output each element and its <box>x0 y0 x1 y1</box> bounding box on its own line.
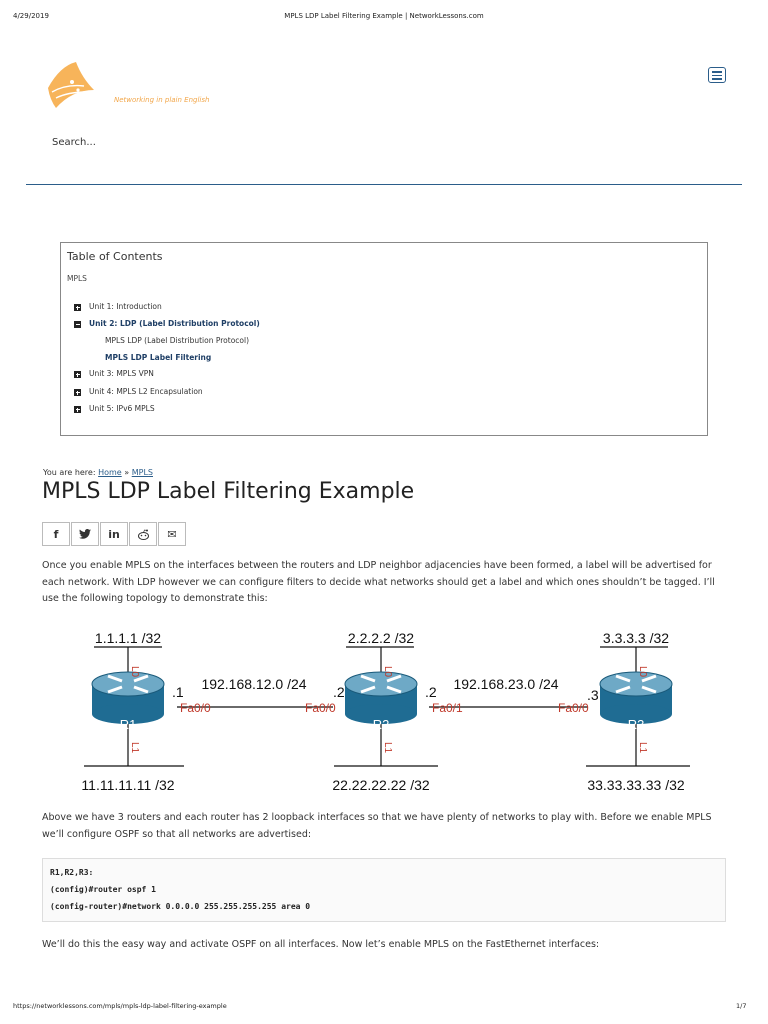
loopback1-address: 33.33.33.33 /32 <box>587 777 685 793</box>
loopback1-address: 11.11.11.11 /32 <box>81 777 175 793</box>
interface-label: L0 <box>382 666 393 678</box>
interface-label: L1 <box>129 742 140 754</box>
loopback0-address: 3.3.3.3 /32 <box>602 630 670 646</box>
code-line: (config-router)#network 0.0.0.0 255.255.255.255 area 0 <box>50 902 311 911</box>
collapse-icon[interactable] <box>74 321 81 328</box>
interface-label: L1 <box>382 742 393 754</box>
toc-item-unit-5[interactable]: Unit 5: IPv6 MPLS <box>89 404 155 413</box>
router-name: R3 <box>627 717 645 732</box>
search-input[interactable]: Search... <box>52 137 96 148</box>
print-url: https://networklessons.com/mpls/mpls-ldp-label-filtering-example <box>13 1002 227 1010</box>
loopback0-address: 2.2.2.2 /32 <box>347 630 415 646</box>
toc-item-unit-1[interactable]: Unit 1: Introduction <box>89 302 162 311</box>
toc-item-ldp[interactable]: MPLS LDP (Label Distribution Protocol) <box>105 336 250 345</box>
intro-paragraph: Once you enable MPLS on the interfaces between the routers and LDP neighbor adjacencies have been formed, a label will be advertised for each network. With LDP however we can configure filters to decide what networks should get a label and which ones shouldn’t be tagged. I’ll use the following topology to demonstrate this: <box>42 560 715 604</box>
expand-icon[interactable] <box>74 389 81 396</box>
facebook-icon: f <box>53 527 59 541</box>
print-page-number: 1/7 <box>736 1002 747 1010</box>
toc-item-unit-2[interactable]: Unit 2: LDP (Label Distribution Protocol) <box>89 319 260 328</box>
interface-label: L1 <box>637 742 648 754</box>
email-icon: ✉ <box>167 527 177 541</box>
loopback1-address: 22.22.22.22 /32 <box>332 777 430 793</box>
linkedin-icon: in <box>108 527 120 541</box>
breadcrumb <box>43 468 153 477</box>
site-tagline: Networking in plain English <box>114 96 210 104</box>
site-logo[interactable] <box>42 60 102 112</box>
interface-ip: .1 <box>172 684 184 700</box>
print-title: MPLS LDP Label Filtering Example | NetworkLessons.com <box>284 12 484 20</box>
interface-label: L0 <box>637 666 648 678</box>
reddit-icon <box>137 529 150 540</box>
print-date: 4/29/2019 <box>13 12 49 20</box>
interface-label: Fa0/0 <box>305 701 336 715</box>
twitter-icon <box>79 529 91 539</box>
code-line: R1,R2,R3: <box>50 868 94 877</box>
header-divider <box>26 184 742 185</box>
interface-ip: .3 <box>587 687 599 703</box>
toc-item-unit-3[interactable]: Unit 3: MPLS VPN <box>89 369 154 378</box>
breadcrumb-home-link[interactable]: Home <box>98 468 122 477</box>
router-name: R2 <box>372 717 390 732</box>
menu-button[interactable] <box>708 67 726 83</box>
interface-label: L0 <box>129 666 140 678</box>
expand-icon[interactable] <box>74 304 81 311</box>
breadcrumb-separator: » <box>124 468 130 477</box>
code-line: (config)#router ospf 1 <box>50 885 156 894</box>
reddit-share-button[interactable] <box>129 522 157 546</box>
interface-label: Fa0/0 <box>558 701 589 715</box>
facebook-share-button[interactable] <box>42 522 70 546</box>
interface-label: Fa0/1 <box>432 701 463 715</box>
expand-icon[interactable] <box>74 406 81 413</box>
topology-description: Above we have 3 routers and each router has 2 loopback interfaces so that we have plenty of networks to play with. Before we enable MPLS we’ll configure OSPF so that all networks are advertised: <box>42 812 712 840</box>
loopback0-address: 1.1.1.1 /32 <box>94 630 162 646</box>
twitter-share-button[interactable] <box>71 522 99 546</box>
interface-label: Fa0/0 <box>180 701 211 715</box>
table-of-contents <box>60 242 708 436</box>
toc-item-unit-4[interactable]: Unit 4: MPLS L2 Encapsulation <box>89 387 203 396</box>
topology-diagram <box>40 620 730 802</box>
code-block <box>42 858 726 922</box>
router-name: R1 <box>119 717 137 732</box>
toc-section[interactable]: MPLS <box>67 274 87 283</box>
breadcrumb-prefix: You are here: <box>43 468 96 477</box>
linkedin-share-button[interactable] <box>100 522 128 546</box>
link-network: 192.168.23.0 /24 <box>453 676 559 692</box>
toc-item-ldp-filtering[interactable]: MPLS LDP Label Filtering <box>105 353 212 362</box>
ospf-paragraph: We’ll do this the easy way and activate OSPF on all interfaces. Now let’s enable MPLS on the FastEthernet interfaces: <box>42 939 600 950</box>
breadcrumb-mpls-link[interactable]: MPLS <box>131 468 153 477</box>
toc-title: Table of Contents <box>67 250 163 263</box>
expand-icon[interactable] <box>74 371 81 378</box>
page-title: MPLS LDP Label Filtering Example <box>42 479 415 504</box>
email-share-button[interactable] <box>158 522 186 546</box>
link-network: 192.168.12.0 /24 <box>201 676 307 692</box>
interface-ip: .2 <box>425 684 437 700</box>
interface-ip: .2 <box>333 684 345 700</box>
